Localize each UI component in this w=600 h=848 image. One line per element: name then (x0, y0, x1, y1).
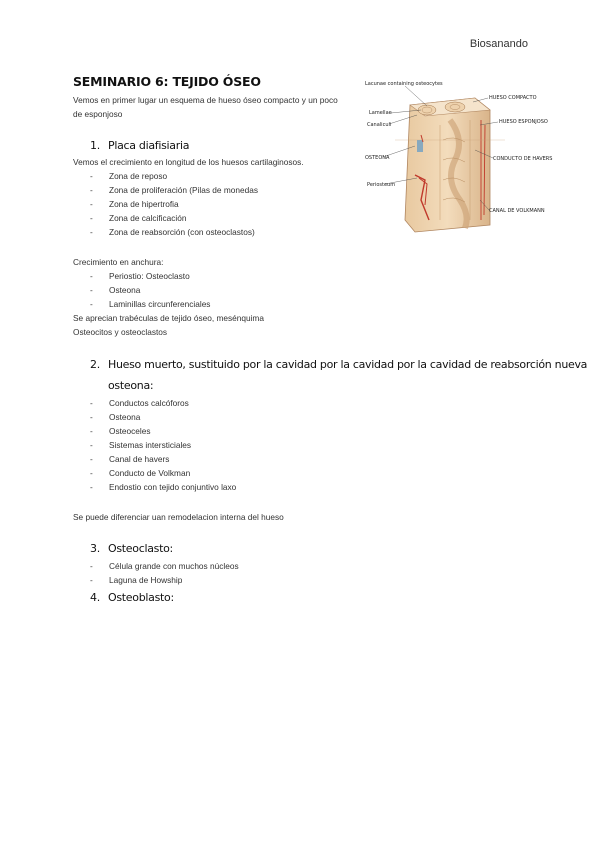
section-1-intro: Vemos el crecimiento en longitud de los huesos cartilaginosos. (73, 157, 304, 167)
list-item: - Canal de havers (90, 452, 236, 466)
list-item: - Osteona (90, 410, 236, 424)
section-2-note: Se puede diferenciar uan remodelacion interna del hueso (73, 512, 284, 522)
list-item: - Periostio: Osteoclasto (90, 269, 210, 283)
label-hueso-esponjoso: HUESO ESPONJOSO (499, 119, 548, 125)
list-item: - Sistemas intersticiales (90, 438, 236, 452)
section-1-number: 1. (90, 139, 100, 152)
section-3-title: Osteoclasto: (108, 542, 173, 555)
label-canaliculi: Canaliculi (367, 122, 392, 128)
list-item: - Zona de proliferación (Pilas de monedas (90, 183, 258, 197)
label-lamellae: Lamellae (369, 110, 392, 116)
bone-diagram (355, 80, 565, 235)
list-item: - Célula grande con muchos núcleos (90, 559, 239, 573)
intro-paragraph: Vemos en primer lugar un esquema de hueso óseo compacto y un poco de esponjoso (73, 95, 338, 119)
section-1-sub-intro: Crecimiento en anchura: (73, 257, 164, 267)
section-1-title: Placa diafisiaria (108, 139, 190, 152)
list-item: - Zona de reabsorción (con osteoclastos) (90, 225, 258, 239)
label-lacunae: Lacunae containing osteocytes (365, 81, 443, 87)
label-periosteum: Periosteum (367, 182, 396, 188)
label-hueso-compacto: HUESO COMPACTO (489, 95, 537, 101)
section-2-number: 2. (90, 358, 100, 371)
list-item: - Osteona (90, 283, 210, 297)
list-item: - Zona de hipertrofia (90, 197, 258, 211)
section-2-heading (90, 355, 587, 375)
list-item: - Zona de calcificación (90, 211, 258, 225)
page-title: SEMINARIO 6: TEJIDO ÓSEO (73, 74, 261, 89)
list-item: - Zona de reposo (90, 169, 258, 183)
section-4-heading (90, 588, 174, 608)
section-4-number: 4. (90, 591, 100, 604)
section-1-note-1: Se aprecian trabéculas de tejido óseo, mesénquima (73, 313, 264, 323)
list-item: - Conductos calcóforos (90, 396, 236, 410)
section-3-list (90, 559, 239, 587)
label-conducto-havers: CONDUCTO DE HAVERS (493, 156, 553, 162)
section-1-sub-list (90, 269, 210, 311)
section-1-heading (90, 136, 189, 156)
section-1-note-2: Osteocitos y osteoclastos (73, 327, 168, 337)
section-4-title: Osteoblasto: (108, 591, 174, 604)
list-item: - Laminillas circunferenciales (90, 297, 210, 311)
section-1-list (90, 169, 258, 239)
section-2-title-line-1: Hueso muerto, sustituido por la cavidad por la cavidad por la cavidad de reabsorción nueva (108, 358, 588, 371)
section-2-heading-line-2: osteona: (108, 379, 154, 392)
header-brand: Biosanando (469, 38, 528, 50)
label-canal-volkmann: CANAL DE VOLKMANN (489, 208, 545, 214)
section-3-heading (90, 539, 173, 559)
list-item: - Conducto de Volkman (90, 466, 236, 480)
list-item: - Endostio con tejido conjuntivo laxo (90, 480, 236, 494)
label-osteona: OSTEONA (365, 155, 390, 161)
list-item: - Laguna de Howship (90, 573, 239, 587)
section-2-list (90, 396, 236, 494)
list-item: - Osteoceles (90, 424, 236, 438)
section-3-number: 3. (90, 542, 100, 555)
